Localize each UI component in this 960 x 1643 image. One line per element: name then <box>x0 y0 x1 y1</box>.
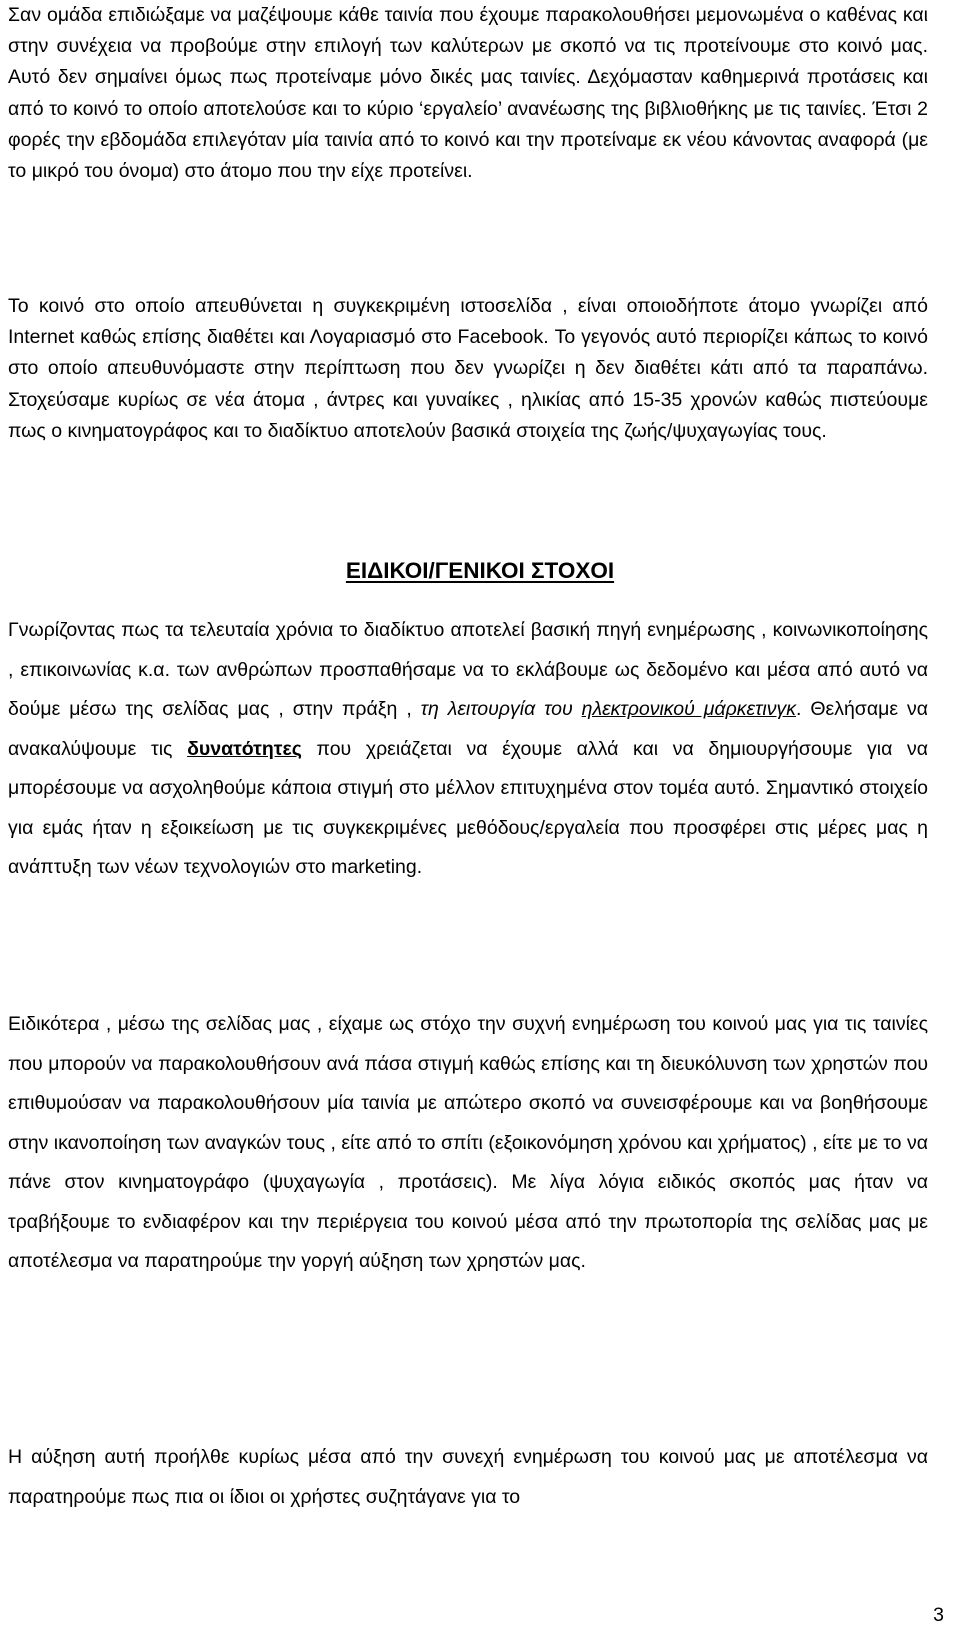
section-heading-goals: ΕΙΔΙΚΟΙ/ΓΕΝΙΚΟΙ ΣΤΟΧΟΙ <box>345 558 615 583</box>
paragraph-audience-growth: Η αύξηση αυτή προήλθε κυρίως μέσα από την συνεχή ενημέρωση του κοινού μας με αποτέλεσμα να παρατηρούμε πως πια οι ίδιοι οι χρήστες συζητάγανε για το <box>8 1446 928 1508</box>
italic-underlined-text: ηλεκτρονικού μάρκετινγκ <box>581 698 796 720</box>
paragraph-film-collection: Σαν ομάδα επιδιώξαμε να μαζέψουμε κάθε ταινία που έχουμε παρακολουθήσει μεμονωμένα ο καθένας και στην συνέχεια να προβούμε στην επιλογή των καλύτερων με σκοπό να τις προτείνουμε στο κοινό μας. Αυτό δεν σημαίνει όμως πως προτείναμε μόνο δικές μας ταινίες. Δεχόμασταν καθημερινά προτάσεις και από το κοινό το οποίο αποτελούσε και το κύριο ‘εργαλείο’ ανανέωσης της βιβλιοθήκης με τις ταινίες. Έτσι 2 φορές την εβδομάδα επιλεγόταν μία ταινία από το κοινό και την προτείναμε εκ νέου κάνοντας αναφορά (με το μικρό του όνομα) στο άτομο που την είχε προτείνει. <box>8 4 928 183</box>
paragraph-specific-goals: Ειδικότερα , μέσω της σελίδας μας , είχαμε ως στόχο την συχνή ενημέρωση του κοινού μας για τις ταινίες που μπορούν να παρακολουθήσουν ανά πάσα στιγμή καθώς επίσης και τη διευκόλυνση των χρηστών που επιθυμούσαν να παρακολουθήσουν μία ταινία με απώτερο σκοπό να συνεισφέρουμε και να βοηθήσουμε στην ικανοποίηση των αναγκών τους , είτε από το σπίτι (εξοικονόμηση χρόνου και χρήματος) , είτε με το να πάνε στον κινηματογράφο (ψυχαγωγία , προτάσεις). Με λίγα λόγια ειδικός σκοπός μας ήταν να τραβήξουμε το ενδιαφέρον και την περιέργεια του κοινού μέσα από την πρωτοπορία της σελίδας μας με αποτέλεσμα να παρατηρούμε την γοργή αύξηση των χρηστών μας. <box>8 1013 928 1272</box>
italic-phrase <box>421 698 796 720</box>
goals-text-part3: που χρειάζεται να έχουμε αλλά και να δημιουργήσουμε για να μπορέσουμε να ασχοληθούμε κάποια στιγμή στο μέλλον επιτυχημένα στον τομέα αυτό. Σημαντικό στοιχείο για εμάς ήταν η εξοικείωση με τις συγκεκριμένες μεθόδους/εργαλεία που προσφέρει στις μέρες μας η ανάπτυξη των νέων τεχνολογιών στο marketing. <box>8 737 929 878</box>
document-page <box>8 0 952 1643</box>
paragraph-target-audience: Το κοινό στο οποίο απευθύνεται η συγκεκριμένη ιστοσελίδα , είναι οποιοδήποτε άτομο γνωρίζει από Internet καθώς επίσης διαθέτει και Λογαριασμό στο Facebook. Το γεγονός αυτό περιορίζει κάπως το κοινό στο οποίο απευθυνόμαστε στην περίπτωση που δεν γνωρίζει η δεν διαθέτει κάτι από τα παραπάνω. Στοχεύσαμε κυρίως σε νέα άτομα , άντρες και γυναίκες , ηλικίας από 15-35 χρονών καθώς πιστεύουμε πως ο κινηματογράφος και το διαδίκτυο αποτελούν βασικά στοιχεία της ζωής/ψυχαγωγίας τους. <box>8 295 928 442</box>
italic-plain-text: τη λειτουργία του <box>420 698 582 720</box>
bold-underlined-term: δυνατότητες <box>187 737 302 760</box>
goals-text-part1: Γνωρίζοντας πως τα τελευταία χρόνια το διαδίκτυο αποτελεί βασική πηγή ενημέρωσης , κοινωνικοποίησης , επικοινωνίας κ.α. των ανθρώπων προσπαθήσαμε να το εκλάβουμε ως δεδομένο και μέσα από αυτό να δούμε μέσω της σελίδας μας , στην πράξη , <box>8 619 928 720</box>
page-number: 3 <box>933 1604 944 1626</box>
paragraph-general-goals <box>8 611 928 888</box>
goals-text-part2: . Θελήσαμε να ανακαλύψουμε τις <box>8 698 928 760</box>
